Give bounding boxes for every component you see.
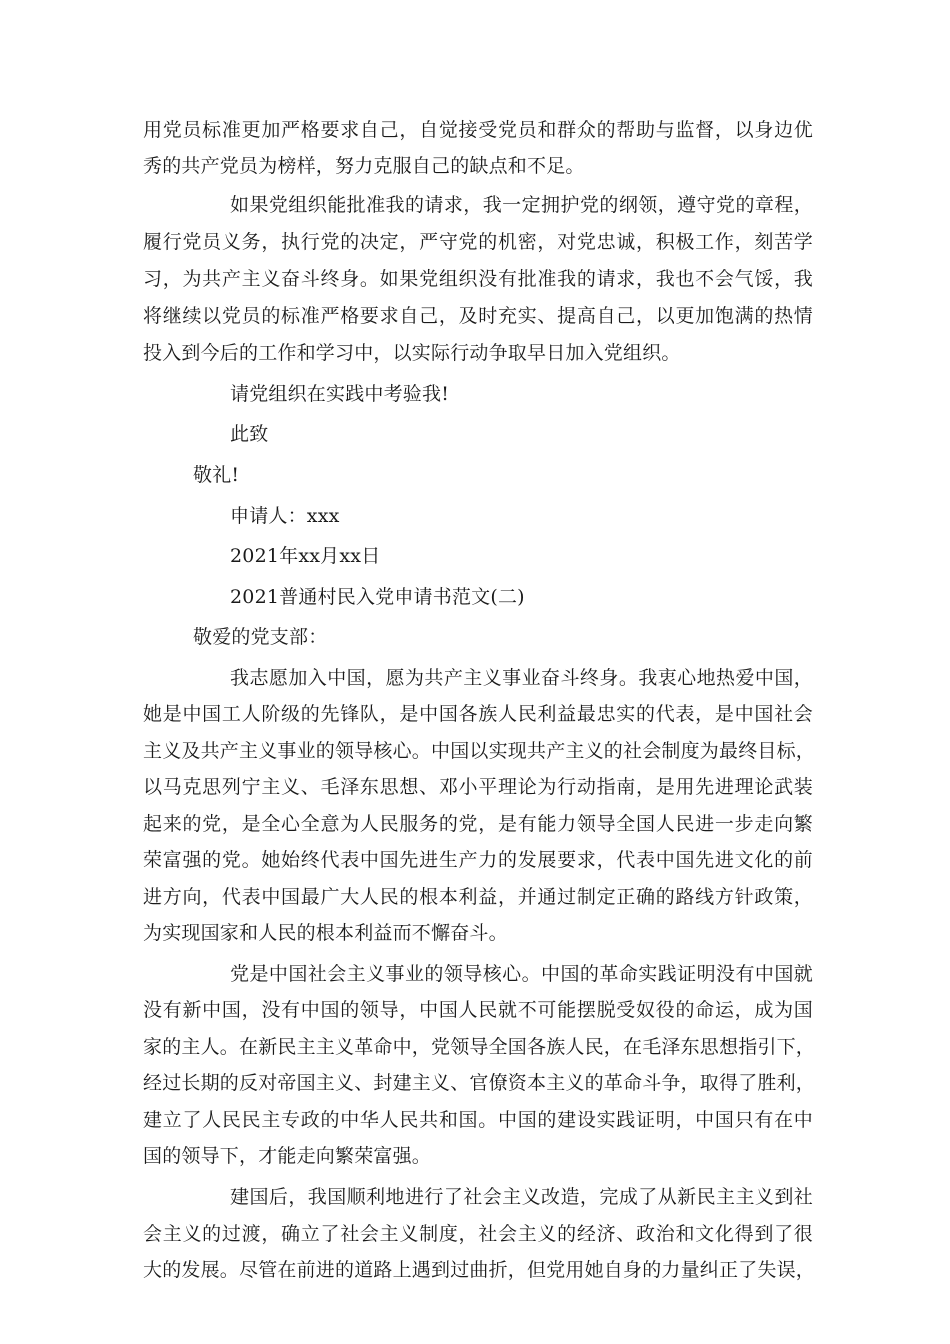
paragraph-line: 履行党员义务，执行党的决定，严守党的机密，对党忠诚，积极工作，刻苦学 — [143, 231, 813, 253]
closing-cizhi: 此致 — [230, 423, 269, 445]
paragraph-line: 起来的党，是全心全意为人民服务的党，是有能力领导全国人民进一步走向繁 — [143, 813, 813, 835]
paragraph-line: 国的领导下，才能走向繁荣富强。 — [143, 1145, 432, 1167]
paragraph-line: 大的发展。尽管在前进的道路上遇到过曲折，但党用她自身的力量纠正了失误， — [143, 1259, 816, 1281]
closing-request: 请党组织在实践中考验我! — [230, 383, 450, 405]
document-date: 2021年xx月xx日 — [230, 545, 381, 567]
paragraph-line: 秀的共产党员为榜样，努力克服自己的缺点和不足。 — [143, 155, 585, 177]
paragraph-line: 建立了人民民主专政的中华人民共和国。中国的建设实践证明，中国只有在中 — [143, 1109, 813, 1131]
paragraph-line: 荣富强的党。她始终代表中国先进生产力的发展要求，代表中国先进文化的前 — [143, 849, 813, 871]
paragraph-line: 习，为共产主义奋斗终身。如果党组织没有批准我的请求，我也不会气馁，我 — [143, 268, 813, 290]
paragraph-line: 如果党组织能批准我的请求，我一定拥护党的纲领，遵守党的章程， — [230, 194, 813, 216]
paragraph-line: 将继续以党员的标准严格要求自己，及时充实、提高自己，以更加饱满的热情 — [143, 305, 813, 327]
paragraph-line: 她是中国工人阶级的先锋队，是中国各族人民利益最忠实的代表，是中国社会 — [143, 703, 813, 725]
paragraph-line: 以马克思列宁主义、毛泽东思想、邓小平理论为行动指南，是用先进理论武装 — [143, 776, 813, 798]
paragraph-line: 进方向，代表中国最广大人民的根本利益，并通过制定正确的路线方针政策， — [143, 886, 813, 908]
paragraph-line: 会主义的过渡，确立了社会主义制度，社会主义的经济、政治和文化得到了很 — [143, 1223, 813, 1245]
applicant-signature: 申请人：xxx — [230, 505, 340, 527]
paragraph-line: 我志愿加入中国，愿为共产主义事业奋斗终身。我衷心地热爱中国， — [230, 667, 813, 689]
paragraph-line: 建国后，我国顺利地进行了社会主义改造，完成了从新民主主义到社 — [230, 1186, 813, 1208]
paragraph-line: 没有新中国，没有中国的领导，中国人民就不可能摆脱受奴役的命运，成为国 — [143, 999, 813, 1021]
letter-greeting: 敬爱的党支部： — [193, 626, 328, 648]
paragraph-line: 经过长期的反对帝国主义、封建主义、官僚资本主义的革命斗争，取得了胜利， — [143, 1072, 816, 1094]
closing-salute: 敬礼! — [193, 464, 240, 486]
section-title: 2021普通村民入党申请书范文(二) — [230, 586, 525, 608]
paragraph-line: 主义及共产主义事业的领导核心。中国以实现共产主义的社会制度为最终目标， — [143, 740, 816, 762]
paragraph-line: 投入到今后的工作和学习中，以实际行动争取早日加入党组织。 — [143, 342, 681, 364]
paragraph-line: 家的主人。在新民主主义革命中，党领导全国各族人民，在毛泽东思想指引下， — [143, 1036, 816, 1058]
paragraph-line: 党是中国社会主义事业的领导核心。中国的革命实践证明没有中国就 — [230, 963, 813, 985]
paragraph-line: 为实现国家和人民的根本利益而不懈奋斗。 — [143, 922, 508, 944]
paragraph-line: 用党员标准更加严格要求自己，自觉接受党员和群众的帮助与监督，以身边优 — [143, 119, 813, 141]
